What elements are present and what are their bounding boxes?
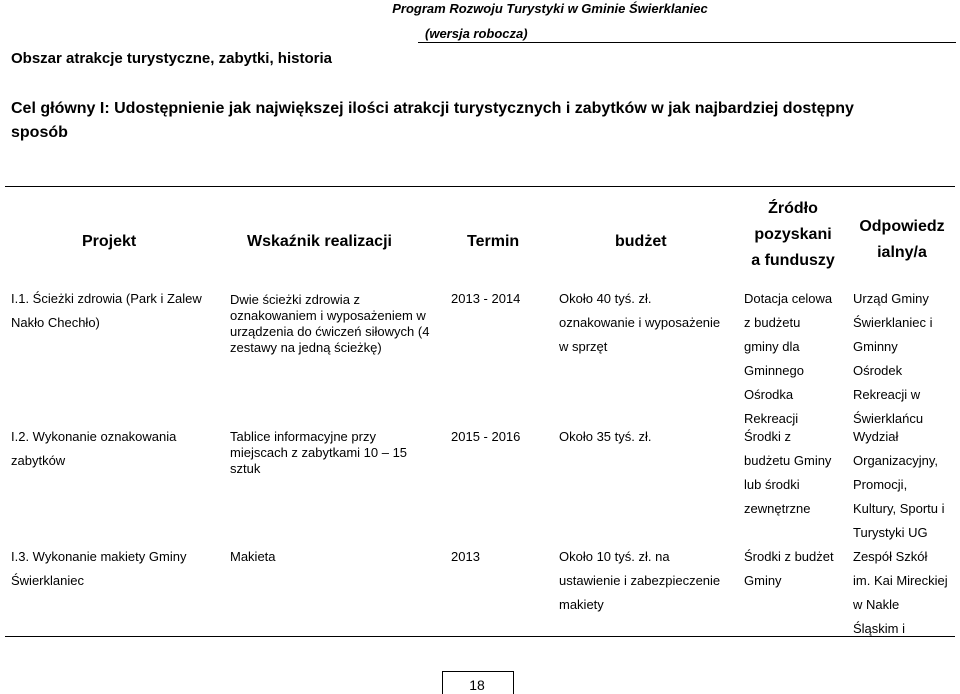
header-odp-line2: ialny/a [877,244,927,261]
goal-prefix: Cel główny I [11,100,105,117]
row2-wskaznik-line: miejscach z zabytkami 10 – 15 [230,445,408,460]
row3-zrodlo-line: Środki z budżet [744,549,834,564]
row2-odp-line: Promocji, [853,477,908,492]
row1-wskaznik-line: Dwie ścieżki zdrowia z [230,292,361,307]
row1-zrodlo-line: Rekreacji [744,411,799,426]
row1-odpowiedzialny [853,287,958,431]
document-header-title: Program Rozwoju Turystyki w Gminie Świerklaniec [392,1,708,16]
header-zrodlo-line3: a funduszy [751,252,835,269]
row2-termin: 2015 - 2016 [451,429,521,444]
header-odpowiedzialny [851,214,953,266]
row2-odpowiedzialny [853,425,958,545]
row1-budzet-line: oznakowanie i wyposażenie [559,315,721,330]
row3-zrodlo [744,545,849,593]
row1-odp-line: Urząd Gminy [853,291,929,306]
header-zrodlo-line2: pozyskani [754,226,832,243]
header-wskaznik: Wskaźnik realizacji [247,233,392,250]
header-odp-line1: Odpowiedz [859,218,945,235]
row1-wskaznik-line: oznakowaniem i wyposażeniem w [230,308,426,323]
row1-odp-line: Świerklaniec i [853,315,933,330]
row3-zrodlo-line: Gminy [744,573,782,588]
main-goal [11,97,911,145]
header-termin: Termin [467,233,520,250]
row3-wskaznik [230,545,445,569]
row1-odp-line: Ośrodek [853,363,903,378]
table-top-rule [5,186,955,187]
row1-odp-line: Rekreacji w [853,387,921,402]
row3-odp-line: Zespół Szkół [853,549,928,564]
goal-text: : Udostępnienie jak największej ilości atrakcji turystycznych i zabytków w jak najbardziej dostępny sposób [11,100,854,141]
row1-zrodlo [744,287,849,431]
row2-zrodlo [744,425,849,521]
row1-zrodlo-line: gminy dla [744,339,800,354]
row3-projekt [11,545,221,593]
header-divider [418,42,956,43]
row3-odpowiedzialny [853,545,958,641]
row2-zrodlo-line: Środki z [744,429,791,444]
row2-odp-line: Turystyki UG [853,525,928,540]
row1-wskaznik-line: urządzenia do ćwiczeń siłowych (4 [230,324,430,339]
row1-budzet-line: Około 40 tyś. zł. [559,291,652,306]
row3-budzet [559,545,739,617]
row1-termin: 2013 - 2014 [451,291,521,306]
row3-budzet-line: ustawienie i zabezpieczenie [559,573,721,588]
row2-zrodlo-line: budżetu Gminy [744,453,832,468]
row3-odp-line: w Nakle [853,597,900,612]
header-projekt: Projekt [82,233,137,250]
page-number: 18 [469,677,485,693]
row1-zrodlo-line: z budżetu [744,315,801,330]
row3-projekt-line: I.3. Wykonanie makiety Gminy [11,549,187,564]
header-budzet: budżet [615,233,667,250]
row3-odp-line: im. Kai Mireckiej [853,573,948,588]
row3-termin: 2013 [451,549,480,564]
row3-odp-line: Śląskim i [853,621,906,636]
row2-wskaznik [230,429,445,477]
row2-odp-line: Kultury, Sportu i [853,501,945,516]
row2-odp-line: Organizacyjny, [853,453,939,468]
row1-projekt-line: Nakło Chechło) [11,315,100,330]
row2-odp-line: Wydział [853,429,899,444]
row2-budzet-line: Około 35 tyś. zł. [559,429,652,444]
row1-zrodlo-line: Ośrodka [744,387,794,402]
row2-zrodlo-line: zewnętrzne [744,501,811,516]
draft-note: (wersja robocza) [425,26,528,41]
row2-wskaznik-line: Tablice informacyjne przy [230,429,376,444]
header-zrodlo-line1: Źródło [768,200,818,217]
row2-zrodlo-line: lub środki [744,477,800,492]
row3-projekt-line: Świerklaniec [11,573,84,588]
row2-projekt-line: zabytków [11,453,66,468]
area-title: Obszar atrakcje turystyczne, zabytki, historia [11,50,332,67]
row1-budzet-line: w sprzęt [559,339,608,354]
row2-budzet [559,425,739,449]
row1-zrodlo-line: Dotacja celowa [744,291,833,306]
row1-projekt-line: I.1. Ścieżki zdrowia (Park i Zalew [11,291,202,306]
row3-budzet-line: makiety [559,597,604,612]
row1-wskaznik [230,292,445,356]
row1-odp-line: Gminny [853,339,898,354]
row2-wskaznik-line: sztuk [230,461,261,476]
row2-projekt-line: I.2. Wykonanie oznakowania [11,429,177,444]
header-zrodlo [742,196,844,274]
row1-zrodlo-line: Gminnego [744,363,804,378]
row1-budzet [559,287,739,359]
row1-wskaznik-line: zestawy na jedną ścieżkę) [230,340,382,355]
row2-projekt [11,425,216,473]
table-bottom-rule [5,636,955,637]
row3-budzet-line: Około 10 tyś. zł. na [559,549,670,564]
row3-wskaznik-line: Makieta [230,549,276,564]
row1-odp-line: Świerklańcu [853,411,924,426]
row1-projekt [11,287,216,335]
